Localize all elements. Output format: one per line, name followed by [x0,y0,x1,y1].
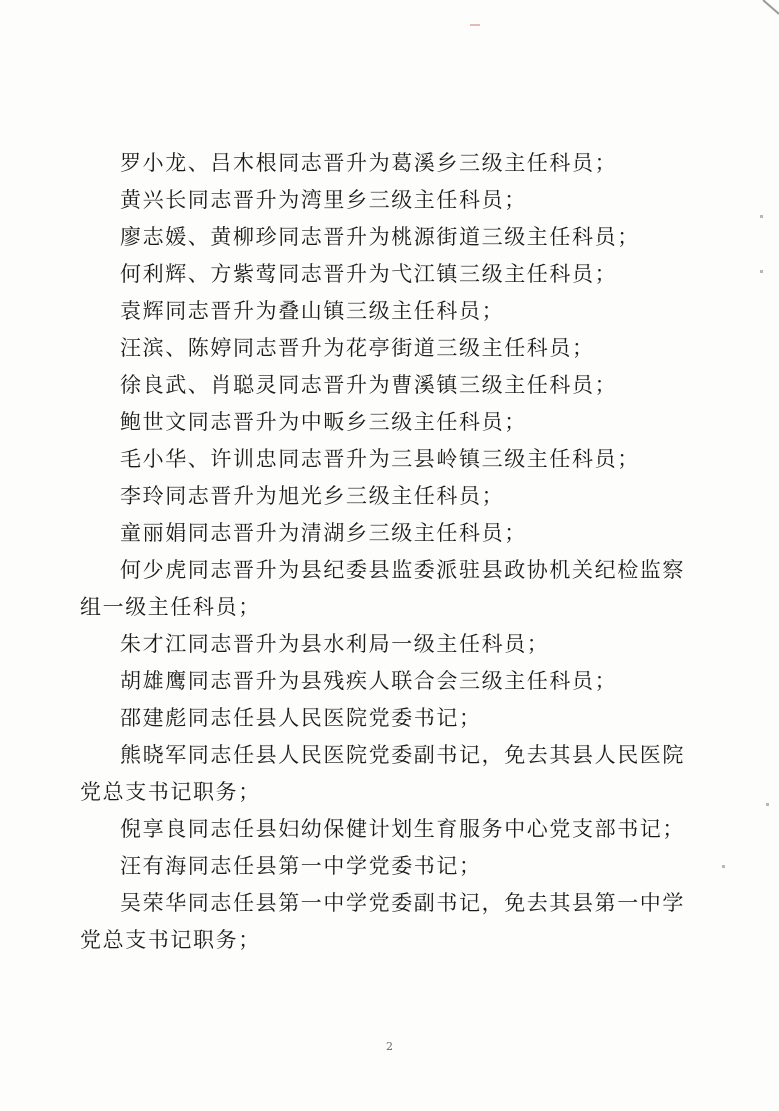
text-line: 徐良武、肖聪灵同志晋升为曹溪镇三级主任科员； [120,373,618,397]
text-line: 何少虎同志晋升为县纪委县监委派驻县政协机关纪检监察 [120,558,685,582]
text-line: 罗小龙、吕木根同志晋升为葛溪乡三级主任科员； [120,151,618,175]
text-line: 毛小华、许训忠同志晋升为三县岭镇三级主任科员； [120,447,640,471]
document-body [80,145,685,959]
scan-speck [470,24,480,26]
text-line: 吴荣华同志任县第一中学党委副书记，免去其县第一中学 [120,891,685,915]
text-line: 童丽娟同志晋升为清湖乡三级主任科员； [120,521,527,545]
text-line: 朱才江同志晋升为县水利局一级主任科员； [120,632,550,656]
text-line: 汪滨、陈婷同志晋升为花亭街道三级主任科员； [120,336,595,360]
page-number: 2 [386,1040,393,1053]
scan-speck [760,215,763,218]
text-line: 胡雄鹰同志晋升为县残疾人联合会三级主任科员； [120,669,618,693]
text-line: 袁辉同志晋升为叠山镇三级主任科员； [120,299,505,323]
text-line: 鲍世文同志晋升为中畈乡三级主任科员； [120,410,527,434]
corner-fold-mark [759,0,779,16]
scan-speck [760,270,763,273]
scan-speck [766,803,769,806]
text-line: 组一级主任科员； [80,595,261,619]
text-line: 党总支书记职务； [80,928,261,952]
text-line: 熊晓军同志任县人民医院党委副书记，免去其县人民医院 [120,743,685,767]
text-line: 何利辉、方紫莺同志晋升为弋江镇三级主任科员； [120,262,618,286]
text-line: 邵建彪同志任县人民医院党委书记； [120,706,482,730]
text-line: 倪享良同志任县妇幼保健计划生育服务中心党支部书记； [120,817,685,841]
text-line: 李玲同志晋升为旭光乡三级主任科员； [120,484,505,508]
text-line: 党总支书记职务； [80,780,261,804]
text-line: 廖志媛、黄柳珍同志晋升为桃源街道三级主任科员； [120,225,640,249]
text-line: 汪有海同志任县第一中学党委书记； [120,854,482,878]
scan-speck [722,865,725,868]
text-line: 黄兴长同志晋升为湾里乡三级主任科员； [120,188,527,212]
